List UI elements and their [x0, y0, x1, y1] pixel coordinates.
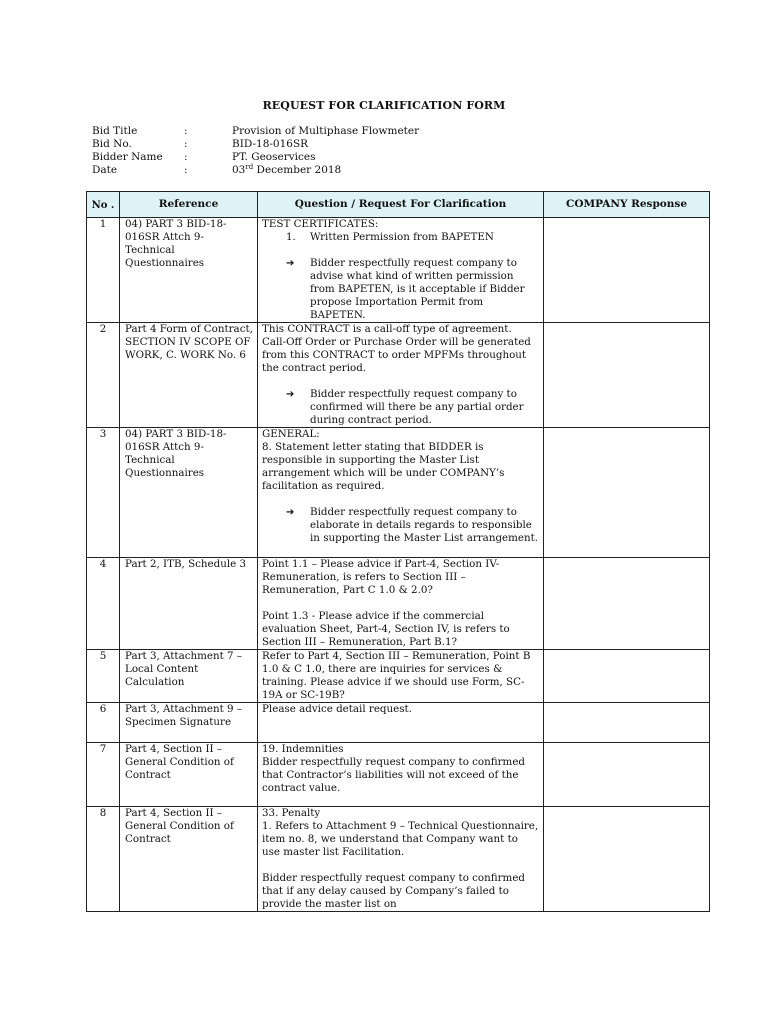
row-question: [258, 558, 544, 650]
arrow-item-text: Bidder respectfully request company to confirmed will there be any partial order during contract period.: [310, 388, 524, 426]
row-question: [258, 218, 544, 323]
date-suffix: rd: [245, 163, 254, 171]
item-number: 1.: [286, 231, 296, 243]
row-reference: 04) PART 3 BID-18-016SR Attch 9- Technical Questionnaires: [120, 428, 258, 558]
row-question: [258, 807, 544, 912]
question-intro: 19. Indemnities: [262, 743, 344, 755]
bid-title-value: Provision of Multiphase Flowmeter: [232, 125, 420, 137]
row-reference: Part 3, Attachment 7 – Local Content Calculation: [120, 650, 258, 703]
date-rest: December 2018: [253, 164, 342, 176]
header-question: Question / Request For Clarification: [258, 192, 544, 218]
row-question: [258, 650, 544, 703]
clarification-table: [86, 191, 710, 912]
table-row: [87, 323, 710, 428]
question-intro: 33. Penalty: [262, 807, 321, 819]
row-reference: Part 4, Section II – General Condition of Contract: [120, 807, 258, 912]
bidder-name-label: Bidder Name: [92, 151, 163, 163]
row-reference: Part 2, ITB, Schedule 3: [120, 558, 258, 650]
bid-info: [92, 125, 419, 177]
table-row: [87, 558, 710, 650]
row-reference: 04) PART 3 BID-18-016SR Attch 9- Technical Questionnaires: [120, 218, 258, 323]
bidder-name-value: PT. Geoservices: [232, 151, 316, 163]
row-response[interactable]: [544, 743, 710, 807]
row-question: [258, 323, 544, 428]
question-paragraph: Refer to Part 4, Section III – Remuneration, Point B 1.0 & C 1.0, there are inquiries for services & training. Please advice if we should use Form, SC-19A or SC-19B?: [262, 650, 531, 701]
bidder-name-row: [92, 151, 419, 164]
question-paragraph: Point 1.3 - Please advice if the commercial evaluation Sheet, Part-4, Section IV, is refers to Section III – Remuneration, Part B.1?: [262, 610, 510, 648]
row-response[interactable]: [544, 558, 710, 650]
question-intro: This CONTRACT is a call-off type of agreement. Call-Off Order or Purchase Order will be generated from this CONTRACT to order MPFMs throughout the contract period.: [262, 323, 531, 374]
row-no: 4: [87, 558, 120, 650]
bid-title-label: Bid Title: [92, 125, 138, 137]
row-reference: Part 4 Form of Contract, SECTION IV SCOPE OF WORK, C. WORK No. 6: [120, 323, 258, 428]
colon: :: [184, 138, 188, 150]
table-row: [87, 428, 710, 558]
row-no: 6: [87, 703, 120, 743]
row-no: 5: [87, 650, 120, 703]
date-label: Date: [92, 164, 118, 176]
row-no: 7: [87, 743, 120, 807]
row-no: 2: [87, 323, 120, 428]
question-paragraph: 1. Refers to Attachment 9 – Technical Questionnaire, item no. 8, we understand that Company want to use master list Facilitation.: [262, 820, 539, 858]
row-response[interactable]: [544, 650, 710, 703]
bid-no-label: Bid No.: [92, 138, 132, 150]
row-no: 8: [87, 807, 120, 912]
arrow-right-icon: ➔: [286, 258, 295, 269]
row-response[interactable]: [544, 703, 710, 743]
table-header-row: [87, 192, 710, 218]
bid-no-value: BID-18-016SR: [232, 138, 309, 150]
table-row: [87, 218, 710, 323]
row-no: 3: [87, 428, 120, 558]
arrow-item-text: Bidder respectfully request company to advise what kind of written permission from BAPETEN, is it acceptable if Bidder propose Importation Permit from BAPETEN.: [310, 257, 525, 321]
row-response[interactable]: [544, 218, 710, 323]
row-reference: Part 4, Section II – General Condition of Contract: [120, 743, 258, 807]
row-response[interactable]: [544, 323, 710, 428]
row-no: 1: [87, 218, 120, 323]
question-intro: TEST CERTIFICATES:: [262, 218, 379, 230]
question-paragraph: Bidder respectfully request company to confirmed that Contractor’s liabilities will not exceed of the contract value.: [262, 756, 525, 794]
date-row: [92, 164, 419, 177]
table-row: [87, 807, 710, 912]
bid-title-row: [92, 125, 419, 138]
arrow-item: [262, 257, 539, 322]
arrow-right-icon: ➔: [286, 389, 295, 400]
row-response[interactable]: [544, 428, 710, 558]
date-day: 03: [232, 164, 246, 176]
arrow-item: [262, 506, 539, 545]
question-paragraph: Bidder respectfully request company to confirmed that if any delay caused by Company’s failed to provide the master list on: [262, 872, 525, 910]
header-no: No .: [87, 192, 120, 218]
header-response: COMPANY Response: [544, 192, 710, 218]
question-paragraph: Point 1.1 – Please advice if Part-4, Section IV-Remuneration, is refers to Section III – Remuneration, Part C 1.0 & 2.0?: [262, 558, 500, 596]
header-reference: Reference: [120, 192, 258, 218]
colon: :: [184, 164, 188, 176]
row-question: [258, 703, 544, 743]
question-intro: GENERAL:: [262, 428, 320, 440]
date-value: [232, 164, 341, 177]
bid-no-row: [92, 138, 419, 151]
question-paragraph: Please advice detail request.: [262, 703, 412, 715]
colon: :: [184, 151, 188, 163]
row-question: [258, 428, 544, 558]
row-response[interactable]: [544, 807, 710, 912]
item-text: Written Permission from BAPETEN: [310, 231, 494, 243]
row-question: [258, 743, 544, 807]
arrow-right-icon: ➔: [286, 507, 295, 518]
table-row: [87, 703, 710, 743]
table-row: [87, 650, 710, 703]
row-reference: Part 3, Attachment 9 – Specimen Signature: [120, 703, 258, 743]
question-body: 8. Statement letter stating that BIDDER is responsible in supporting the Master List arrangement which will be under COMPANY’s facilitation as required.: [262, 441, 505, 492]
colon: :: [184, 125, 188, 137]
table-row: [87, 743, 710, 807]
form-title: REQUEST FOR CLARIFICATION FORM: [262, 99, 506, 112]
numbered-item: [262, 231, 539, 244]
arrow-item: [262, 388, 539, 427]
arrow-item-text: Bidder respectfully request company to elaborate in details regards to responsible in supporting the Master List arrangement.: [310, 506, 539, 544]
